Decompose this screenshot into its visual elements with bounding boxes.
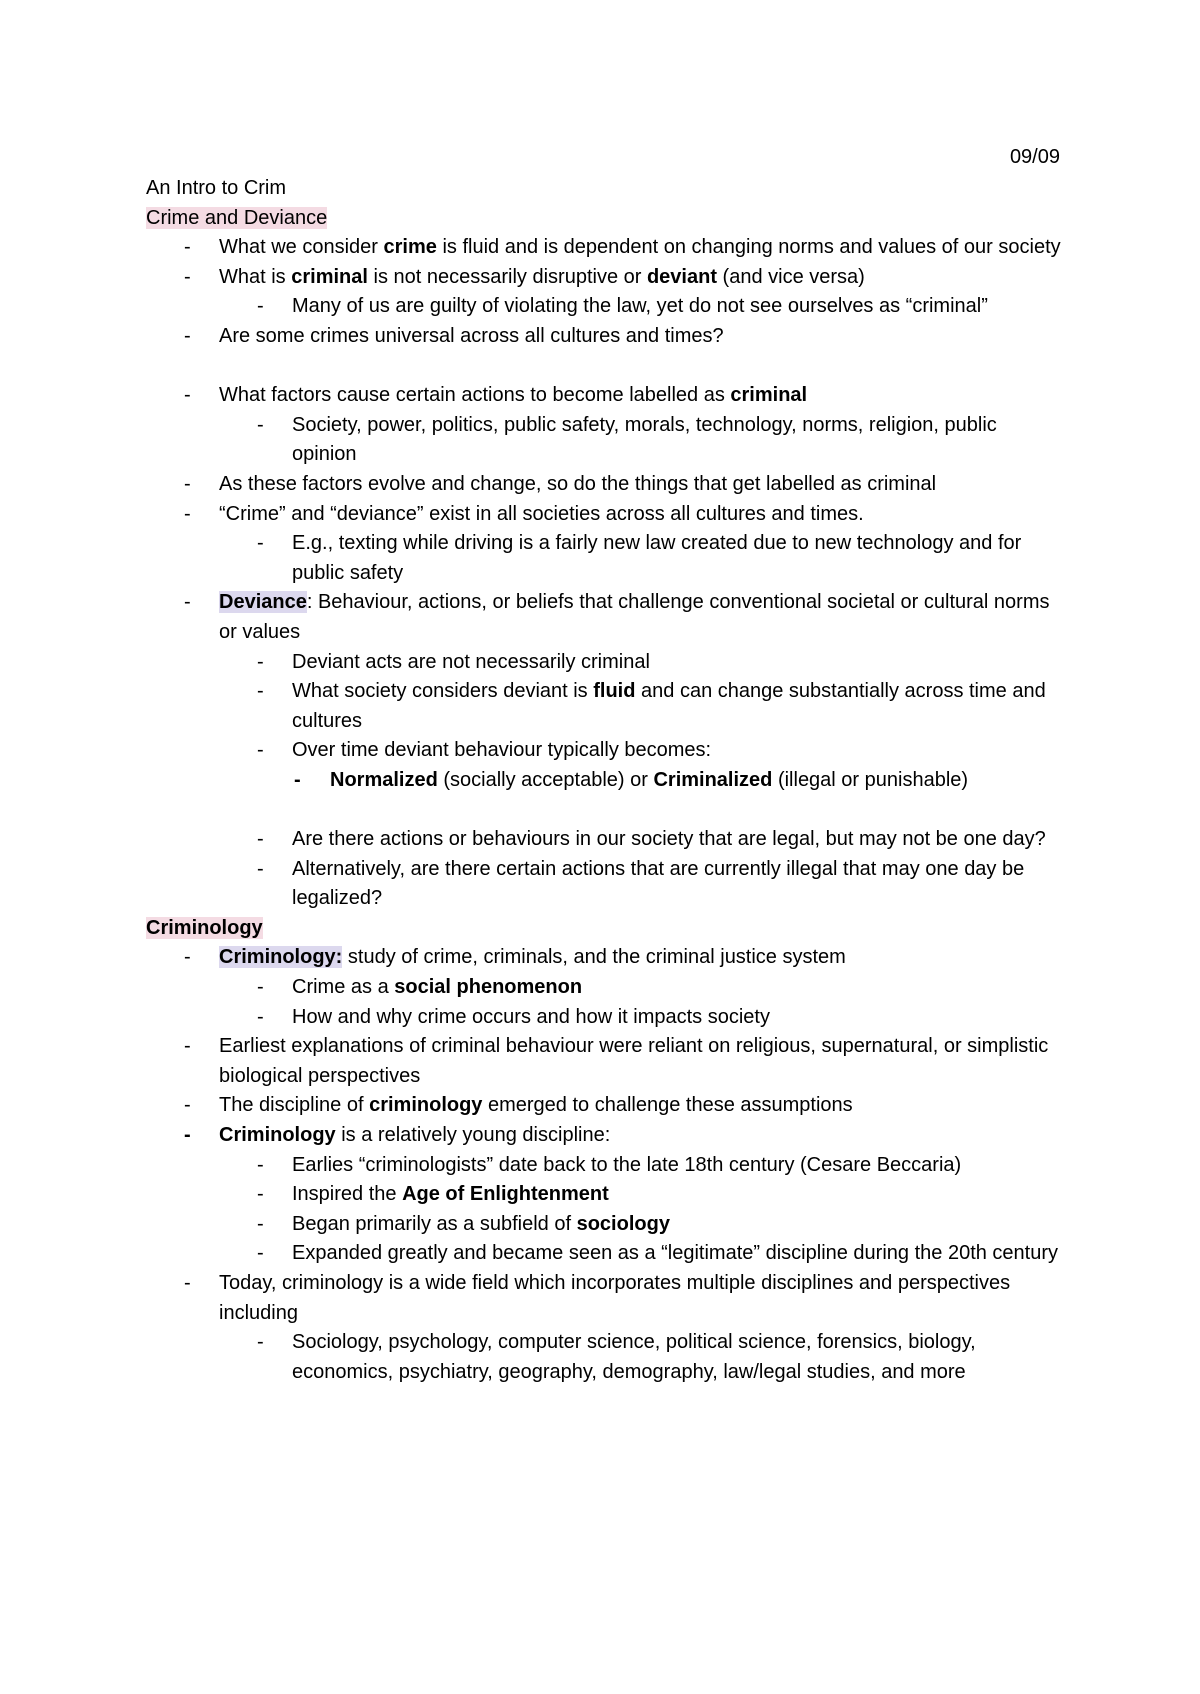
text-run: is fluid and is dependent on changing norms and values of our society [436,236,1061,259]
bullet-text [292,1210,1066,1240]
bold-term: deviant [646,265,717,288]
text-run: What is [219,265,292,288]
bullet-dash: - [184,236,191,259]
text-run: Today, criminology is a wide field which incorporates multiple disciplines and perspectives including [219,1271,1011,1324]
bullet-dash: - [257,532,264,555]
bullet-dash: - [257,1005,264,1028]
bullet-dash: - [184,384,191,407]
bullet-item [219,736,1066,766]
text-run: What society considers deviant is [292,680,594,703]
notes-body [146,174,1066,1387]
bullet-dash: - [257,680,264,703]
bullet-dash: - [184,1094,191,1117]
bullet-text [292,529,1066,588]
bullet-item [146,943,1066,973]
bullet-item [219,1151,1066,1181]
bullet-item [219,855,1066,914]
text-run: emerged to challenge these assumptions [482,1094,853,1117]
bullet-item [219,973,1066,1003]
text-run: As these factors evolve and change, so do the things that get labelled as criminal [219,472,937,495]
bullet-dash: - [184,1271,191,1294]
bullet-item [146,322,1066,352]
bullet-dash: - [257,1242,264,1265]
section-heading [146,204,1066,234]
bold-term: Normalized [330,768,438,791]
bullet-text [292,1003,1066,1033]
bold-term: criminal [730,384,808,407]
bullet-dash: - [257,1331,264,1354]
bullet-item [219,648,1066,678]
text-run: (illegal or punishable) [772,768,969,791]
bullet-dash: - [184,502,191,525]
bullet-text [219,233,1066,263]
date-label: 09/09 [1009,146,1060,168]
bullet-dash: - [184,472,191,495]
bold-term: criminal [291,265,368,288]
text-run: Are there actions or behaviours in our society that are legal, but may not be one day? [292,828,1046,851]
bullet-text [292,973,1066,1003]
text-run: Crime as a [292,976,395,999]
text-run: How and why crime occurs and how it impacts society [292,1005,770,1028]
text-run: Began primarily as a subfield of [292,1212,577,1235]
bullet-item [219,529,1066,588]
bullet-text [292,411,1066,470]
bullet-dash: - [257,413,264,436]
bullet-dash: - [184,265,191,288]
text-run: The discipline of [219,1094,370,1117]
text-run: Earliest explanations of criminal behaviour were reliant on religious, supernatural, or simplistic biological perspectives [219,1035,1049,1087]
bullet-item [219,1328,1066,1387]
bold-term: Deviance [219,591,307,614]
bullet-text [219,500,1066,530]
bullet-item [219,1180,1066,1210]
bullet-dash: - [184,1124,191,1146]
bullet-text [219,1032,1066,1091]
text-run: and can change substantially across time and cultures [292,680,1046,732]
bullet-text [330,766,1066,796]
text-run: “Crime” and “deviance” exist in all societies across all cultures and times. [219,502,864,525]
text-run: (and vice versa) [717,265,865,288]
text-run: Society, power, politics, public safety, morals, technology, norms, religion, public opinion [292,413,997,466]
bullet-item [219,292,1066,322]
section-heading-text: Criminology [146,916,263,939]
bullet-text [219,943,1066,973]
bullet-dash: - [257,828,264,851]
bullet-dash: - [257,976,264,999]
bullet-dash: - [257,1183,264,1206]
bold-term: fluid [593,680,636,703]
blank-line [146,352,1066,382]
bullet-item [146,263,1066,293]
bullet-text [219,263,1066,293]
bullet-item [219,411,1066,470]
bullet-item [219,1210,1066,1240]
bullet-text [219,381,1066,411]
text-run: : Behaviour, actions, or beliefs that challenge conventional societal or cultural norms or values [219,591,1050,643]
bullet-text [292,855,1066,914]
bullet-item [292,766,1066,796]
text-run: Alternatively, are there certain actions that are currently illegal that may one day be legalized? [292,857,1025,910]
bullet-dash: - [257,650,264,673]
bullet-item [146,233,1066,263]
bullet-item [219,1003,1066,1033]
bullet-item [146,1269,1066,1328]
bullet-item [146,470,1066,500]
bold-term: Criminalized [653,768,773,791]
bullet-item [146,1091,1066,1121]
text-run: is not necessarily disruptive or [367,265,647,288]
text-run: study of crime, criminals, and the criminal justice system [342,946,846,969]
section-heading-text: Crime and Deviance [146,206,328,229]
bullet-text [219,1091,1066,1121]
bullet-text [292,825,1066,855]
bullet-item [219,1239,1066,1269]
bold-term: sociology [576,1212,670,1235]
bullet-dash: - [257,857,264,880]
bullet-item [219,677,1066,736]
bullet-text [292,648,1066,678]
text-run: Inspired the [292,1183,403,1206]
bullet-text [219,1121,1066,1151]
bullet-dash: - [184,324,191,347]
bold-term: crime [383,236,437,259]
bullet-item [146,588,1066,647]
text-run: (socially acceptable) or [437,768,654,791]
bullet-dash: - [294,768,301,791]
bullet-text [292,677,1066,736]
text-run: Many of us are guilty of violating the law, yet do not see ourselves as “criminal” [292,295,988,318]
bullet-item [219,825,1066,855]
bullet-text [292,292,1066,322]
bullet-text [292,736,1066,766]
bullet-item [146,1032,1066,1091]
bullet-dash: - [184,591,191,614]
text-run: E.g., texting while driving is a fairly new law created due to new technology and for public safety [292,532,1022,584]
bold-term: Age of Enlightenment [402,1183,609,1206]
bullet-text [219,588,1066,647]
text-run: Expanded greatly and became seen as a “legitimate” discipline during the 20th century [292,1242,1059,1265]
bold-term: social phenomenon [394,976,583,999]
bullet-dash: - [184,946,191,969]
bullet-dash: - [184,1035,191,1058]
bullet-dash: - [257,1153,264,1176]
text-run: Earlies “criminologists” date back to the late 18th century (Cesare Beccaria) [292,1153,962,1176]
text-run: Are some crimes universal across all cultures and times? [219,324,724,347]
text-run: What we consider [219,236,384,259]
bullet-text [292,1180,1066,1210]
bold-term: Criminology: [219,946,343,969]
text-run: Deviant acts are not necessarily criminal [292,650,650,673]
bullet-text [292,1239,1066,1269]
text-run: What factors cause certain actions to become labelled as [219,384,731,407]
bullet-text [292,1151,1066,1181]
text-run: is a relatively young discipline: [335,1124,611,1146]
text-run: Sociology, psychology, computer science, political science, forensics, biology, economics, psychiatry, geography, demography, law/legal studies, and more [292,1331,976,1383]
bullet-text [219,470,1066,500]
bullet-item [146,381,1066,411]
blank-line [146,795,1066,825]
document-title: An Intro to Crim [146,177,287,199]
bullet-dash: - [257,739,264,762]
bullet-item [146,500,1066,530]
bullet-item [146,1121,1066,1151]
bullet-dash: - [257,1212,264,1235]
bold-term: criminology [369,1094,483,1117]
bold-term: Criminology [219,1124,336,1146]
bullet-text [219,322,1066,352]
text-run: Over time deviant behaviour typically becomes: [292,739,712,762]
bullet-dash: - [257,295,264,318]
bullet-text [292,1328,1066,1387]
section-heading [146,914,1066,944]
bullet-text [219,1269,1066,1328]
